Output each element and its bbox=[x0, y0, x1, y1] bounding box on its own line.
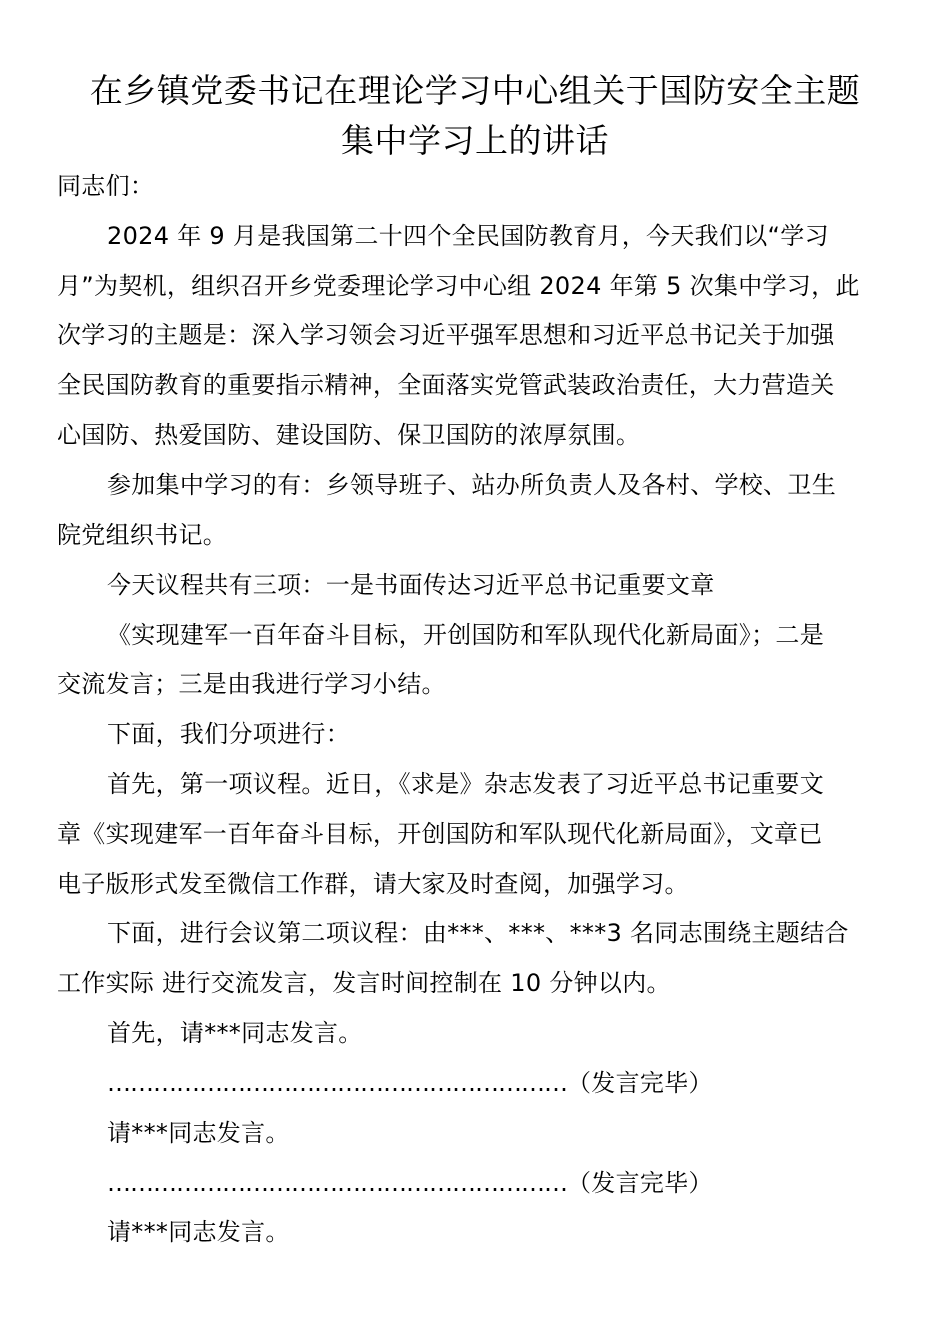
paragraph-line: 2024 年 9 月是我国第二十四个全民国防教育月，今天我们以“学习 bbox=[107, 222, 829, 250]
paragraph-line: 请***同志发言。 bbox=[107, 1218, 290, 1246]
document-title-line-2: 集中学习上的讲话 bbox=[341, 121, 609, 160]
paragraph-line: 院党组织书记。 bbox=[57, 521, 228, 549]
paragraph-line: 月”为契机，组织召开乡党委理论学习中心组 2024 年第 5 次集中学习，此 bbox=[57, 272, 860, 300]
paragraph-line: 工作实际 进行交流发言，发言时间控制在 10 分钟以内。 bbox=[57, 969, 671, 997]
paragraph-line: 首先，请***同志发言。 bbox=[107, 1019, 363, 1047]
paragraph-line: 首先，第一项议程。近日，《求是》杂志发表了习近平总书记重要文 bbox=[107, 770, 824, 798]
paragraph-line: 《实现建军一百年奋斗目标，开创国防和军队现代化新局面》；二是 bbox=[107, 621, 824, 649]
paragraph-line: 章《实现建军一百年奋斗目标，开创国防和军队现代化新局面》，文章已 bbox=[57, 820, 823, 848]
salutation: 同志们： bbox=[57, 172, 155, 200]
paragraph-line: 下面，进行会议第二项议程：由***、***、***3 名同志围绕主题结合 bbox=[107, 919, 849, 947]
speech-end-line bbox=[107, 1059, 713, 1109]
dot-leader: …………………………………………………… bbox=[107, 1069, 567, 1097]
dot-leader: …………………………………………………… bbox=[107, 1169, 567, 1197]
paragraph-line: 请***同志发言。 bbox=[107, 1119, 290, 1147]
paragraph-line: 全民国防教育的重要指示精神，全面落实党管武装政治责任，大力营造关 bbox=[57, 371, 835, 399]
paragraph-line: 今天议程共有三项：一是书面传达习近平总书记重要文章 bbox=[107, 571, 715, 599]
speech-end-note: （发言完毕） bbox=[567, 1169, 713, 1197]
document-title-line-1: 在乡镇党委书记在理论学习中心组关于国防安全主题 bbox=[89, 71, 861, 110]
paragraph-line: 心国防、热爱国防、建设国防、保卫国防的浓厚氛围。 bbox=[57, 421, 641, 449]
paragraph-line: 参加集中学习的有：乡领导班子、站办所负责人及各村、学校、卫生 bbox=[107, 471, 836, 499]
paragraph-line: 次学习的主题是：深入学习领会习近平强军思想和习近平总书记关于加强 bbox=[57, 321, 835, 349]
paragraph-line: 下面，我们分项进行： bbox=[107, 720, 350, 748]
speech-end-line bbox=[107, 1159, 713, 1209]
paragraph-line: 交流发言；三是由我进行学习小结。 bbox=[57, 670, 446, 698]
paragraph-line: 电子版形式发至微信工作群，请大家及时查阅，加强学习。 bbox=[57, 870, 689, 898]
speech-end-note: （发言完毕） bbox=[567, 1069, 713, 1097]
